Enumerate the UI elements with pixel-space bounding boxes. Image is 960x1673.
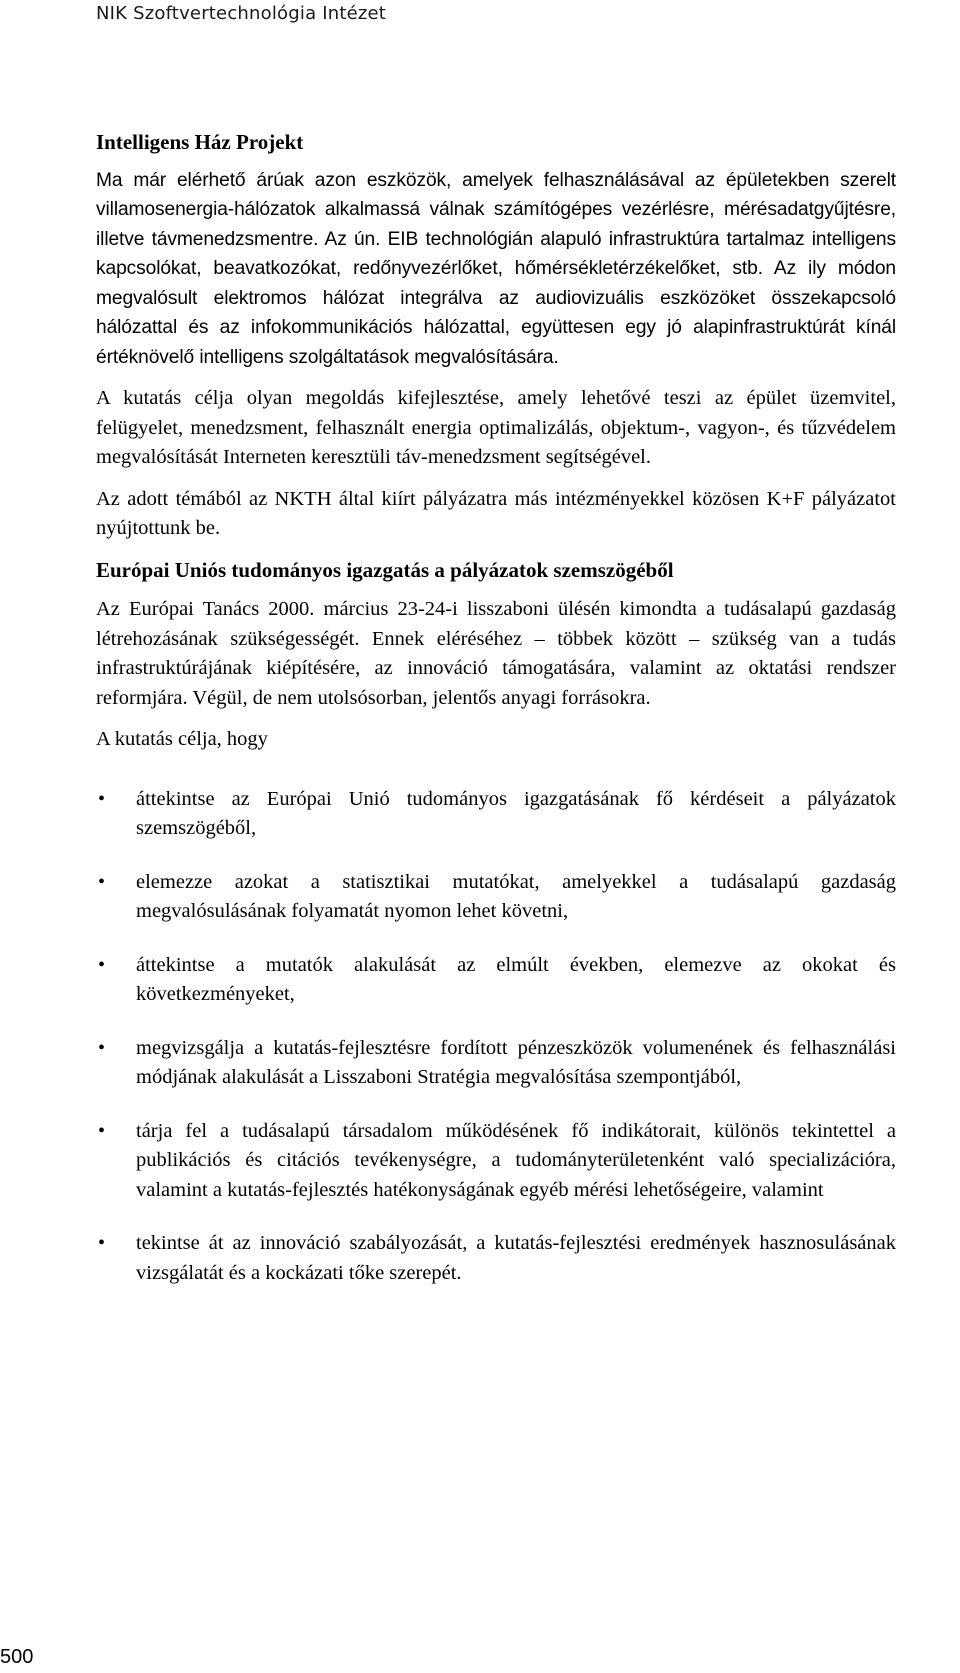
paragraph-eib-infrastructure: Ma már elérhető árúak azon eszközök, amelyek felhasználásával az épületekben szerelt villamosenergia-hálózatok alkalmassá válnak számítógépes vezérlésre, mérésadatgyűjtésre, illetve távmenedzsmentre. Az ún. EIB technológián alapuló infrastruktúra tartalmaz intelligens kapcsolókat, beavatkozókat, redőnyvezérlőket, hőmérsékletérzékelőket, stb. Az ily módon megvalósult elektromos hálózat integrálva az audiovizuális eszközöket összekapcsoló hálózattal és az infokommunikációs hálózattal, együttesen egy jó alapinfrastruktúrát kínál értéknövelő intelligens szolgáltatások megvalósítására. xyxy=(96,169,896,368)
list-item-text: elemezze azokat a statisztikai mutatókat, amelyekkel a tudásalapú gazdaság megvalósulásának folyamatát nyomon lehet követni, xyxy=(136,870,896,922)
page-number: 500 xyxy=(0,1646,34,1668)
research-goals-list xyxy=(96,785,896,1289)
list-item xyxy=(96,1229,896,1288)
paragraph-nkth-application: Az adott témából az NKTH által kiírt pályázatra más intézményekkel közösen K+F pályázatot nyújtottunk be. xyxy=(96,487,896,539)
list-item-text: tekintse át az innováció szabályozását, a kutatás-fejlesztési eredmények hasznosulásának vizsgálatát és a kockázati tőke szerepét. xyxy=(136,1232,896,1284)
bullet-icon: • xyxy=(98,953,106,976)
list-item xyxy=(96,868,896,927)
list-item xyxy=(96,1117,896,1206)
paragraph-research-goal: A kutatás célja olyan megoldás kifejlesztése, amely lehetővé teszi az épület üzemvitel, felügyelet, menedzsment, felhasznált energia optimalizálás, objektum-, vagyon-, és tűzvédelem megvalósítását Interneten keresztüli táv-menedzsment segítségével. xyxy=(96,387,896,468)
bullet-icon: • xyxy=(98,1232,106,1254)
list-item-text: áttekintse az Európai Unió tudományos igazgatásának fő kérdéseit a pályázatok szemszögéből, xyxy=(136,787,896,839)
bullet-icon: • xyxy=(98,1119,106,1142)
list-item-text: megvizsgálja a kutatás-fejlesztésre fordított pénzeszközök volumenének és felhasználási módjának alakulását a Lisszaboni Stratégia megvalósítása szempontjából, xyxy=(136,1036,896,1088)
bullet-icon: • xyxy=(98,787,106,810)
list-item-text: tárja fel a tudásalapú társadalom működésének fő indikátorait, különös tekintettel a publikációs és citációs tevékenységre, a tudományterületenként való specializációra, valamint a kutatás-fejlesztés hatékonyságának egyéb mérési lehetőségeire, valamint xyxy=(136,1119,896,1201)
list-item-text: áttekintse a mutatók alakulását az elmúlt években, elemezve az okokat és következményeket, xyxy=(136,953,896,1005)
bullet-icon: • xyxy=(98,1036,106,1059)
running-header-title: NIK Szoftvertechnológia Intézet xyxy=(96,3,387,24)
list-item xyxy=(96,785,896,844)
list-item xyxy=(96,951,896,1010)
bullet-icon: • xyxy=(98,870,106,893)
paragraph-lisbon-council: Az Európai Tanács 2000. március 23-24-i lisszaboni ülésén kimondta a tudásalapú gazdaság létrehozásának szükségességét. Ennek eléréséhez – többek között – szükség van a tudás infrastruktúrájának kiépítésére, az innováció támogatására, valamint az oktatási rendszer reformjára. Végül, de nem utolsósorban, jelentős anyagi forrásokra. xyxy=(96,598,896,709)
paragraph-research-goal-intro: A kutatás célja, hogy xyxy=(96,728,268,750)
section-heading-intelligent-house: Intelligens Ház Projekt xyxy=(96,130,304,154)
section-heading-eu-science-administration: Európai Uniós tudományos igazgatás a pályázatok szemszögéből xyxy=(96,557,674,582)
document-body xyxy=(96,128,896,1312)
list-item xyxy=(96,1034,896,1093)
